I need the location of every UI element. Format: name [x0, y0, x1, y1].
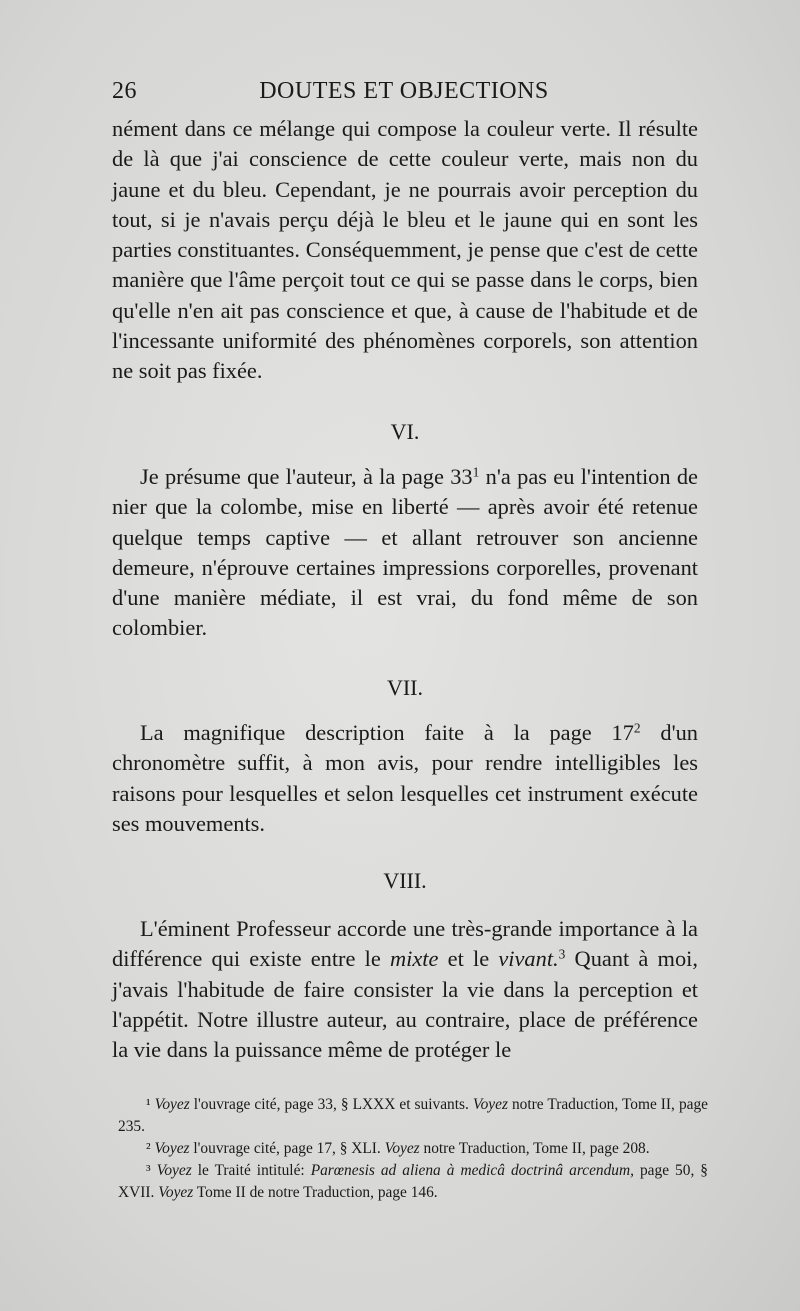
section-text: d'un chronomètre suffit, à mon avis, pour rendre intelligibles les raisons pour lesquelles et selon lesquelles cet instrument exécute ses mouvements. [112, 720, 699, 836]
footnote-ref: 2 [633, 720, 641, 736]
footnote-marker: ¹ [146, 1096, 151, 1113]
emphasis-vivant: vivant. [498, 946, 559, 972]
section-text: et le [438, 946, 499, 972]
running-title: DOUTES ET OBJECTIONS [259, 78, 549, 104]
footnote-emphasis: Voyez [156, 1162, 192, 1179]
footnote-emphasis: Voyez [154, 1096, 190, 1113]
footnotes [118, 1094, 708, 1204]
footnote-emphasis: Voyez [384, 1140, 420, 1157]
section-heading-viii: VIII. [383, 868, 427, 893]
footnote-emphasis: Voyez [158, 1184, 194, 1201]
footnote-marker: ² [146, 1140, 151, 1157]
section-heading-vi: VI. [390, 419, 420, 444]
footnote-text: l'ouvrage cité, page 17, § XLI. [189, 1140, 385, 1157]
section-heading-vii: VII. [386, 675, 424, 700]
footnote-3 [118, 1160, 708, 1204]
footnote-text: Tome II de notre Traduction, page 146. [193, 1184, 438, 1201]
footnote-emphasis: Parœnesis ad aliena à medicâ doctrinâ arcendum, [310, 1162, 634, 1179]
section-vii-paragraph [112, 718, 698, 839]
paragraph-text: nément dans ce mélange qui compose la couleur verte. Il résulte de là que j'ai conscience de cette couleur verte, mais non du jaune et du bleu. Cependant, je ne pourrais avoir perception du tout, si je n'avais perçu déjà le bleu et le jaune qui en sont les parties constituantes. Conséquemment, je pense que c'est de cette manière que l'âme perçoit tout ce qui se passe dans le corps, bien qu'elle n'en ait pas conscience et que, à cause de l'habitude et de l'incessante uniformité des phénomènes corporels, son attention ne soit pas fixée. [112, 116, 698, 384]
footnote-emphasis: Voyez [472, 1096, 508, 1113]
section-text: n'a pas eu l'intention de nier que la colombe, mise en liberté — après avoir été retenue quelque temps captive — et allant retrouver son ancienne demeure, n'éprouve certaines impressions corporelles, provenant d'une manière médiate, il est vrai, du fond même de son colombier. [112, 464, 698, 641]
footnote-2 [118, 1138, 708, 1160]
footnote-text: notre Traduction, Tome II, page 235. [118, 1096, 708, 1135]
footnote-text: page 50, § XVII. [118, 1162, 709, 1201]
footnote-ref: 3 [558, 946, 566, 962]
paragraph-continuation [112, 114, 698, 387]
section-text: Je présume que l'auteur, à la page 33 [140, 464, 473, 489]
running-header [112, 72, 696, 108]
footnote-text: notre Traduction, Tome II, page 208. [419, 1140, 650, 1157]
footnote-text: l'ouvrage cité, page 33, § LXXX et suivants. [189, 1096, 473, 1113]
footnote-emphasis: Voyez [154, 1140, 190, 1157]
page-number: 26 [112, 78, 137, 104]
section-vi-paragraph [112, 462, 698, 644]
footnote-ref: 1 [472, 464, 480, 480]
section-text: La magnifique description faite à la page 17 [140, 720, 634, 745]
footnote-marker: ³ [146, 1162, 151, 1179]
footnote-1 [118, 1094, 708, 1138]
section-text: Quant à moi, j'avais l'habitude de faire consister la vie dans la perception et l'appétit. Notre illustre auteur, au contraire, place de préférence la vie dans la puissance même de protéger le [112, 946, 698, 1063]
footnote-text: le Traité intitulé: [191, 1162, 311, 1179]
section-text: L'éminent Professeur accorde une très-grande importance à la différence qui existe entre le [112, 916, 698, 972]
section-viii-paragraph [112, 914, 698, 1065]
emphasis-mixte: mixte [389, 946, 439, 972]
